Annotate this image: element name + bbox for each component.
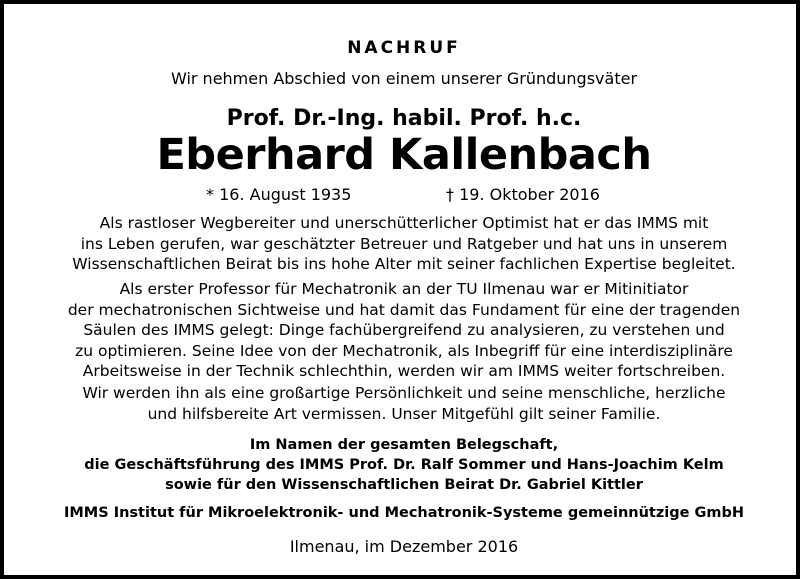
deceased-name: Eberhard Kallenbach [156,130,652,180]
intro-line: Wir nehmen Abschied von einem unserer Gründungsväter [170,69,638,88]
text-line: der mechatronischen Sichtweise und hat damit das Fundament für eine der tragenden [67,300,741,319]
signer-line: Im Namen der gesamten Belegschaft, [249,437,559,453]
notice-heading: NACHRUF [347,38,461,58]
text-line: Säulen des IMMS gelegt: Dinge fachübergreifend zu analysieren, zu verstehen und [83,321,725,339]
text-line: ins Leben gerufen, war geschätzter Betreuer und Ratgeber und hat uns in unserem [80,234,728,253]
signers-block [8,435,800,495]
place-and-date: Ilmenau, im Dezember 2016 [289,537,519,556]
obituary-notice [8,8,800,579]
text-line: Als rastloser Wegbereiter und unerschütterlicher Optimist hat er das IMMS mit [99,214,709,232]
signer-line: die Geschäftsführung des IMMS Prof. Dr. Ralf Sommer und Hans-Joachim Kelm [84,457,724,473]
academic-titles: Prof. Dr.-Ing. habil. Prof. h.c. [226,106,582,131]
text-line: Wir werden ihn als eine großartige Persönlichkeit und seine menschliche, herzliche [82,384,726,402]
paragraph-condolence [8,383,800,424]
text-line: und hilfsbereite Art vermissen. Unser Mitgefühl gilt seiner Familie. [147,404,661,423]
text-line: Wissenschaftlichen Beirat bis ins hohe Alter mit seiner fachlichen Expertise begleitet. [72,255,736,273]
death-date: † 19. Oktober 2016 [446,185,600,204]
paragraph-tribute [8,213,800,275]
institute-name: IMMS Institut für Mikroelektronik- und Mechatronik-Systeme gemeinnützige GmbH [63,505,745,521]
birth-date: * 16. August 1935 [206,185,352,204]
life-dates [8,185,800,205]
text-line: zu optimieren. Seine Idee von der Mechatronik, als Inbegriff für eine interdisziplinäre [75,341,733,360]
text-line: Als erster Professor für Mechatronik an der TU Ilmenau war er Mitinitiator [119,280,689,298]
signer-line: sowie für den Wissenschaftlichen Beirat Dr. Gabriel Kittler [165,477,643,493]
paragraph-mechatronics [8,279,800,382]
text-line: Arbeitsweise in der Technik schlechthin, werden wir am IMMS weiter fortschreiben. [82,362,726,380]
